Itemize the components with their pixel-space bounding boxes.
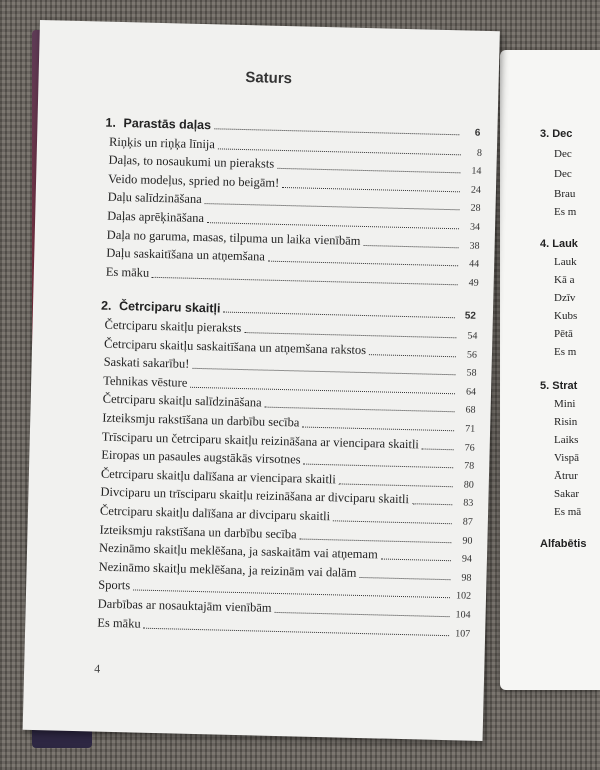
right-toc-entry: Kā a — [554, 274, 575, 286]
toc-leader-dots — [339, 482, 453, 487]
toc-leader-dots — [218, 147, 461, 155]
toc-leader-dots — [300, 537, 452, 543]
toc-entry-title: Izteiksmju rakstīšana un darbību secība — [99, 522, 297, 542]
right-toc-entry: Brau — [554, 188, 576, 200]
toc-page-number: 6 — [474, 127, 481, 139]
toc-entry-title: Darbības ar nosauktajām vienībām — [97, 596, 272, 615]
right-toc-entry: Kubs — [554, 310, 578, 322]
right-toc-entry: Dec — [554, 148, 572, 160]
toc-leader-dots — [268, 260, 458, 267]
right-toc-entry: Es m — [554, 206, 577, 218]
toc-entry-title: Izteiksmju rakstīšana un darbību secība — [102, 410, 300, 430]
toc-leader-dots — [205, 202, 460, 210]
toc-page-number: 76 — [464, 442, 475, 454]
toc-section-title: Četrciparu skaitļi — [118, 299, 221, 316]
toc-entry-title: Saskati sakarību! — [103, 354, 190, 371]
toc-entry-title: Daļu salīdzināšana — [107, 190, 202, 207]
toc-page-number: 78 — [464, 460, 475, 472]
toc-leader-dots — [152, 276, 458, 285]
right-toc-section: 3. Dec — [540, 128, 573, 140]
page-title: Saturs — [245, 69, 293, 88]
toc-page-number: 28 — [470, 202, 481, 215]
toc-leader-dots — [412, 503, 452, 506]
page-number: 4 — [94, 661, 101, 676]
toc-entry-title: Es māku — [105, 264, 150, 280]
toc-entry-title: Divciparu un trīsciparu skaitļu reizināšana ar divciparu skaitli — [100, 485, 410, 507]
toc-page-number: 98 — [461, 572, 472, 584]
toc-leader-dots — [274, 611, 449, 617]
toc-leader-dots — [277, 167, 460, 173]
toc-page-number: 87 — [462, 516, 473, 528]
right-toc-entry: Dec — [554, 168, 572, 180]
right-toc-section: 4. Lauk — [540, 238, 578, 250]
toc-page-number: 24 — [470, 184, 482, 196]
toc-leader-dots — [244, 331, 456, 338]
toc-entry-title: Četrciparu skaitļu dalīšana ar viencipara skaitli — [100, 466, 337, 487]
toc-page-number: 80 — [463, 479, 474, 491]
toc-leader-dots — [381, 558, 451, 562]
toc-entry-title: Daļas aprēķināšana — [107, 208, 205, 226]
right-toc-entry: Risin — [554, 416, 578, 428]
toc-leader-dots — [144, 626, 450, 635]
toc-page-number: 64 — [465, 386, 477, 398]
toc-page-number: 56 — [466, 349, 478, 361]
toc-entry-title: Četrciparu skaitļu pieraksts — [104, 317, 242, 336]
toc-leader-dots — [192, 367, 455, 375]
toc-leader-dots — [303, 463, 453, 469]
toc-leader-dots — [302, 426, 454, 432]
right-toc-entry: Es mā — [554, 506, 582, 518]
toc-page-number: 68 — [465, 404, 476, 417]
toc-page-number: 104 — [455, 609, 471, 621]
toc-entry-title: Trīsciparu un četrciparu skaitļu reizināšana ar viencipara skaitli — [101, 429, 420, 451]
toc-entry-title: Es māku — [97, 615, 141, 631]
toc-page-number: 38 — [469, 240, 480, 252]
toc-page-number: 94 — [461, 553, 473, 565]
toc-page-number: 83 — [463, 497, 474, 510]
toc-entry-title: Daļu saskaitīšana un atņemšana — [106, 245, 266, 264]
toc-entry-title: Eiropas un pasaules augstākās virsotnes — [101, 447, 301, 467]
toc-leader-dots — [282, 186, 460, 192]
toc-section-title: Parastās daļas — [123, 116, 212, 133]
right-toc-entry: Pētā — [554, 328, 573, 340]
toc-page-number: 34 — [469, 221, 481, 233]
toc-page-number: 102 — [455, 590, 472, 603]
toc-page-number: 8 — [476, 147, 483, 159]
toc-leader-dots — [265, 406, 455, 413]
toc-leader-dots — [190, 386, 455, 394]
toc-leader-dots — [363, 244, 458, 248]
toc-section-number: 1. — [105, 115, 117, 130]
toc-leader-dots — [133, 589, 450, 599]
toc-leader-dots — [422, 447, 454, 450]
toc-leader-dots — [333, 519, 452, 524]
toc-leader-dots — [223, 311, 455, 319]
right-toc-section: Alfabētis — [540, 538, 587, 550]
toc-page-number: 52 — [464, 310, 477, 323]
toc-entry-title: Daļa no garuma, masas, tilpuma un laika vienībām — [106, 227, 361, 248]
right-toc-section: 5. Strat — [540, 380, 578, 392]
toc-entry-title: Nezināmo skaitļu meklēšana, ja saskaitām vai atņemam — [98, 540, 378, 562]
right-toc-entry: Lauk — [554, 256, 577, 268]
toc-page-number: 14 — [471, 165, 482, 178]
toc-page-number: 71 — [464, 423, 476, 435]
toc-page-number: 44 — [469, 258, 480, 270]
toc-page-number: 90 — [462, 535, 473, 547]
toc-entry-title: Tehnikas vēsture — [103, 373, 188, 390]
toc-page-number: 107 — [455, 627, 471, 640]
right-toc-entry: Es m — [554, 346, 577, 358]
toc-entry-title: Četrciparu skaitļu dalīšana ar divciparu skaitli — [99, 503, 331, 524]
left-page — [23, 20, 500, 741]
toc-entry-title: Četrciparu skaitļu saskaitīšana un atņemšana rakstos — [103, 336, 367, 357]
right-toc-entry: Vispā — [554, 452, 580, 464]
right-toc-entry: Dzīv — [554, 292, 576, 304]
toc-entry-title: Četrciparu skaitļu salīdzināšana — [102, 392, 262, 410]
right-toc-entry: Sakar — [554, 488, 580, 500]
toc-leader-dots — [214, 127, 459, 135]
toc-entry-title: Nezināmo skaitļu meklēšana, ja reizinām vai dalām — [98, 559, 357, 580]
toc-entry-title: Sports — [98, 577, 131, 593]
right-page — [500, 50, 600, 690]
toc-leader-dots — [359, 576, 450, 580]
right-toc-entry: Laiks — [554, 434, 579, 446]
toc-entry-title: Daļas, to nosaukumi un pieraksts — [108, 152, 275, 171]
right-toc-entry: Mini — [554, 398, 576, 410]
toc-page-number: 49 — [468, 277, 479, 289]
toc-page-number: 54 — [467, 330, 478, 342]
toc-entry-title: Veido modeļus, spried no beigām! — [107, 171, 280, 190]
toc-section-number: 2. — [100, 298, 112, 314]
right-toc-entry: Ātrur — [554, 470, 578, 482]
toc-entry-title: Riņķis un riņķa līnija — [108, 134, 216, 151]
toc-page-number: 58 — [466, 367, 477, 379]
toc-leader-dots — [207, 221, 459, 229]
toc-leader-dots — [369, 353, 456, 357]
